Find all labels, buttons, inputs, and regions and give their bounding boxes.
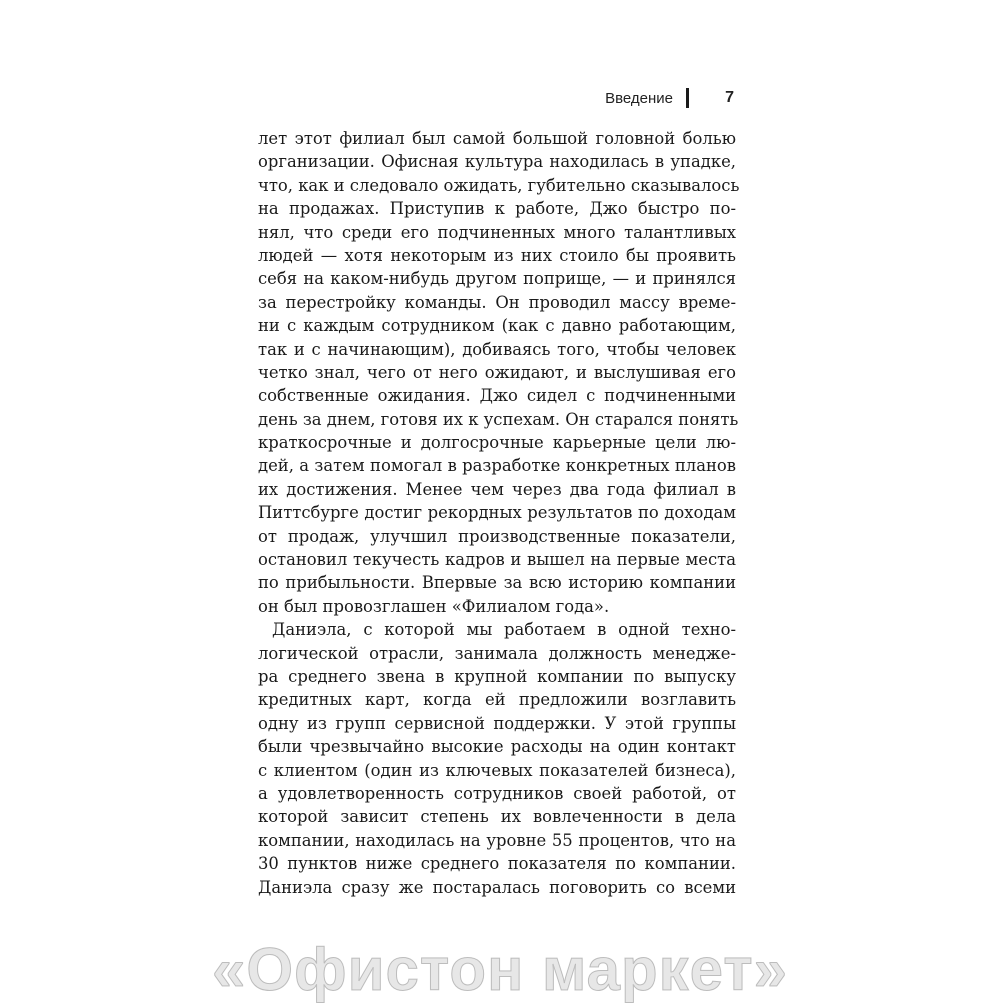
text-line: себя на каком-нибудь другом поприще, — и принялся <box>258 269 736 289</box>
text-line: которой зависит степень их вовлеченности в дела <box>258 807 736 827</box>
text-line: что, как и следовало ожидать, губительно сказывалось <box>258 175 740 195</box>
text-line: так и с начинающим), добиваясь того, чтобы человек <box>258 339 736 359</box>
text-line: их достижения. Менее чем через два года филиал в <box>258 479 736 499</box>
text-line: Питтсбурге достиг рекордных результатов по доходам <box>258 503 736 523</box>
text-line: четко знал, чего от него ожидают, и выслушивая его <box>258 362 736 382</box>
page-number: 7 <box>725 89 734 106</box>
text-line: организации. Офисная культура находилась в упадке, <box>258 152 736 172</box>
text-line: Даниэла сразу же постаралась поговорить со всеми <box>258 877 736 897</box>
text-line: ра среднего звена в крупной компании по выпуску <box>258 666 736 686</box>
body-text <box>258 127 740 899</box>
text-line: краткосрочные и долгосрочные карьерные цели лю- <box>258 433 736 453</box>
store-watermark: «Офистон маркет» <box>212 936 788 1003</box>
text-line: 30 пунктов ниже среднего показателя по компании. <box>258 854 736 874</box>
text-line: за перестройку команды. Он проводил массу време- <box>258 292 736 312</box>
text-line: с клиентом (один из ключевых показателей бизнеса), <box>258 760 736 780</box>
section-title: Введение <box>605 90 673 107</box>
text-line: по прибыльности. Впервые за всю историю компании <box>258 573 736 593</box>
running-header <box>258 88 738 112</box>
text-line: нял, что среди его подчиненных много талантливых <box>258 222 736 242</box>
text-line: лет этот филиал был самой большой головной болью <box>258 129 736 148</box>
text-line: Даниэла, с которой мы работаем в одной техно- <box>272 620 736 640</box>
text-line: день за днем, готовя их к успехам. Он старался понять <box>258 409 739 429</box>
text-line: одну из групп сервисной поддержки. У этой группы <box>258 713 736 733</box>
text-line: от продаж, улучшил производственные показатели, <box>258 526 736 546</box>
text-line: дей, а затем помогал в разработке конкретных планов <box>258 456 736 476</box>
text-line: он был провозглашен «Филиалом года». <box>258 596 610 616</box>
text-line: а удовлетворенность сотрудников своей работой, от <box>258 783 736 803</box>
text-line: на продажах. Приступив к работе, Джо быстро по- <box>258 199 736 219</box>
header-divider <box>686 88 689 108</box>
text-line: логической отрасли, занимала должность менедже- <box>258 643 736 663</box>
text-line: собственные ожидания. Джо сидел с подчиненными <box>258 386 736 406</box>
text-line: компании, находилась на уровне 55 процентов, что на <box>258 830 736 850</box>
text-line: кредитных карт, когда ей предложили возглавить <box>258 690 736 710</box>
text-line: людей — хотя некоторым из них стоило бы проявить <box>258 245 736 265</box>
text-line: были чрезвычайно высокие расходы на один контакт <box>258 737 736 757</box>
text-line: остановил текучесть кадров и вышел на первые места <box>258 550 736 570</box>
text-line: ни с каждым сотрудником (как с давно работающим, <box>258 316 736 336</box>
